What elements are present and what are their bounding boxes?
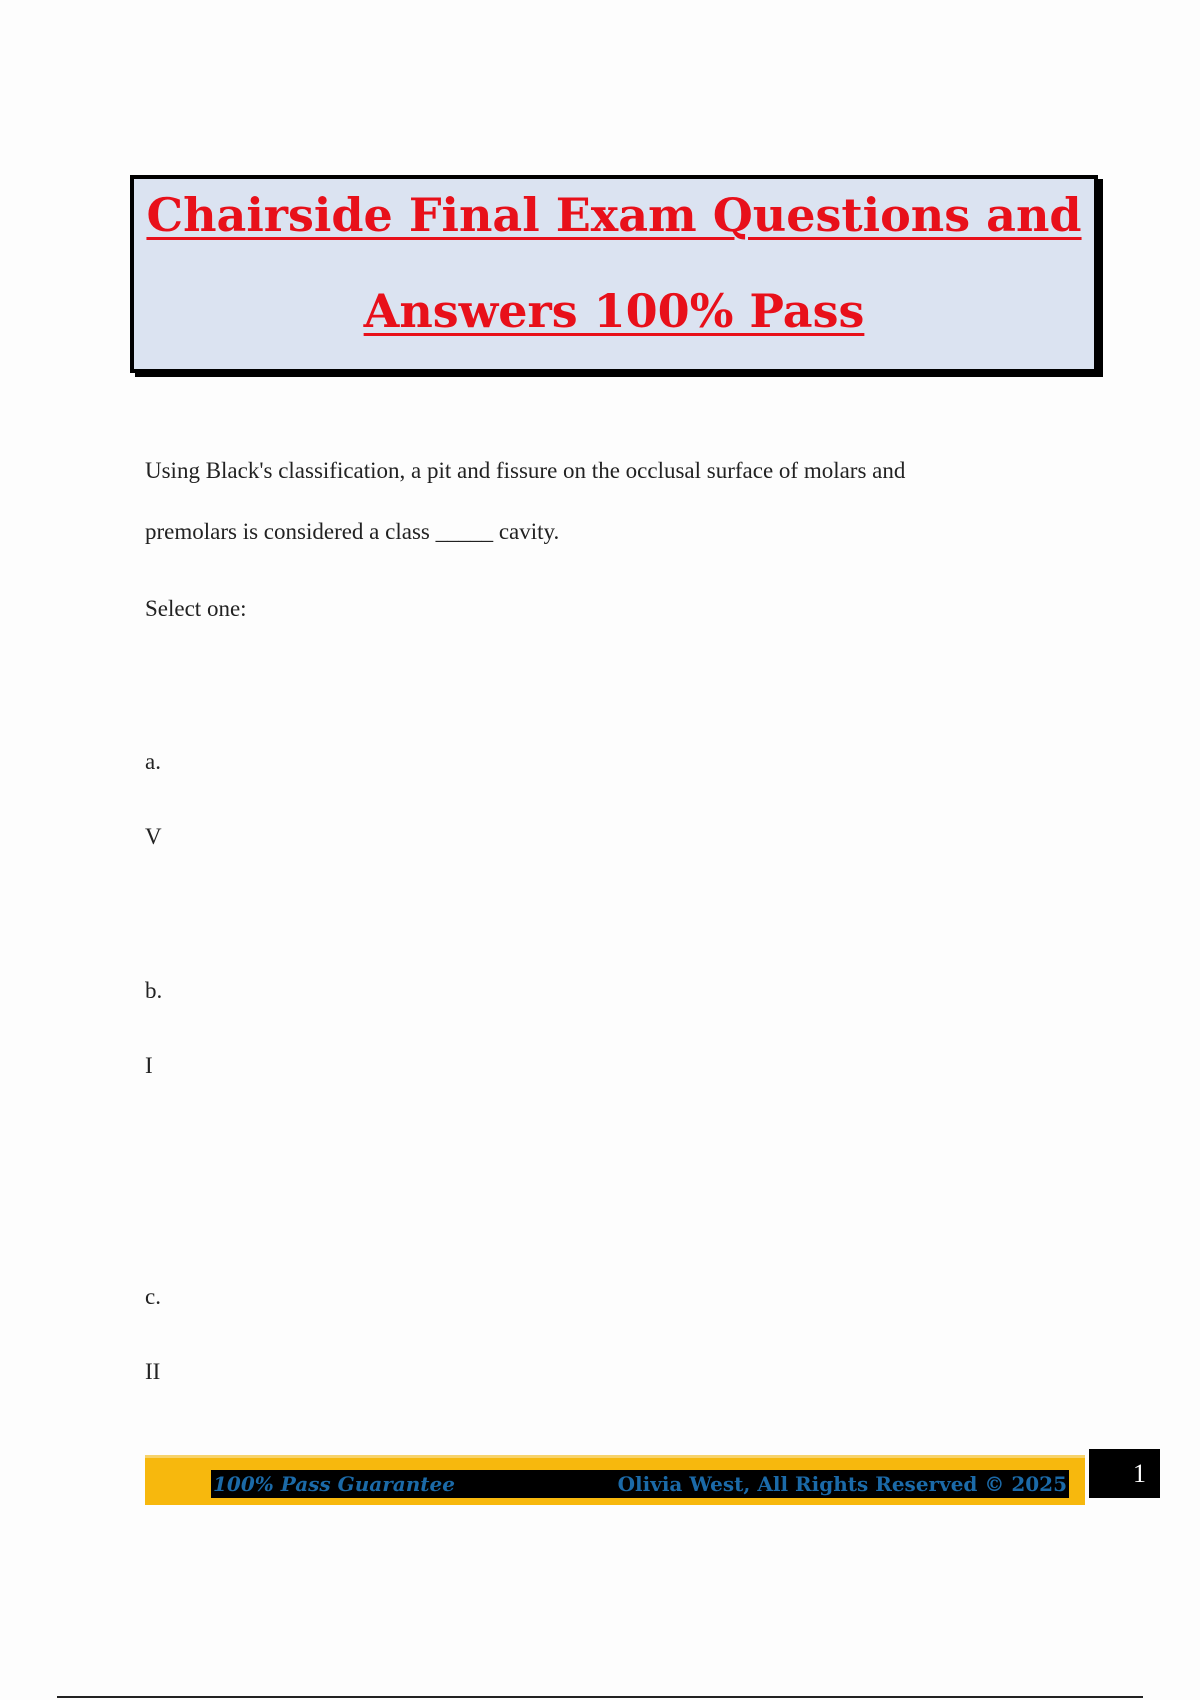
title-line-1: Chairside Final Exam Questions and [146,188,1082,242]
page-number: 1 [1089,1449,1160,1498]
option-b-letter: b. [145,978,163,1003]
option-c-letter: c. [145,1284,161,1309]
option-a-text[interactable]: V [145,824,162,849]
footer-guarantee-text: 100% Pass Guarantee [213,1472,455,1496]
question-text-line-2: premolars is considered a class _____ cavity. [145,519,560,544]
select-one-prompt: Select one: [145,596,247,621]
footer-copyright-text: Olivia West, All Rights Reserved © 2025 [617,1472,1067,1496]
option-c-text[interactable]: II [145,1359,161,1384]
title-line-2: Answers 100% Pass [363,284,865,338]
title-box [130,175,1098,373]
option-a-letter: a. [145,749,161,774]
bottom-divider [57,1696,1143,1698]
footer-inner-band [211,1470,1069,1498]
option-b-text[interactable]: I [145,1053,153,1078]
footer-bar [145,1455,1085,1505]
question-text-line-1: Using Black's classification, a pit and fissure on the occlusal surface of molars and [145,458,906,483]
